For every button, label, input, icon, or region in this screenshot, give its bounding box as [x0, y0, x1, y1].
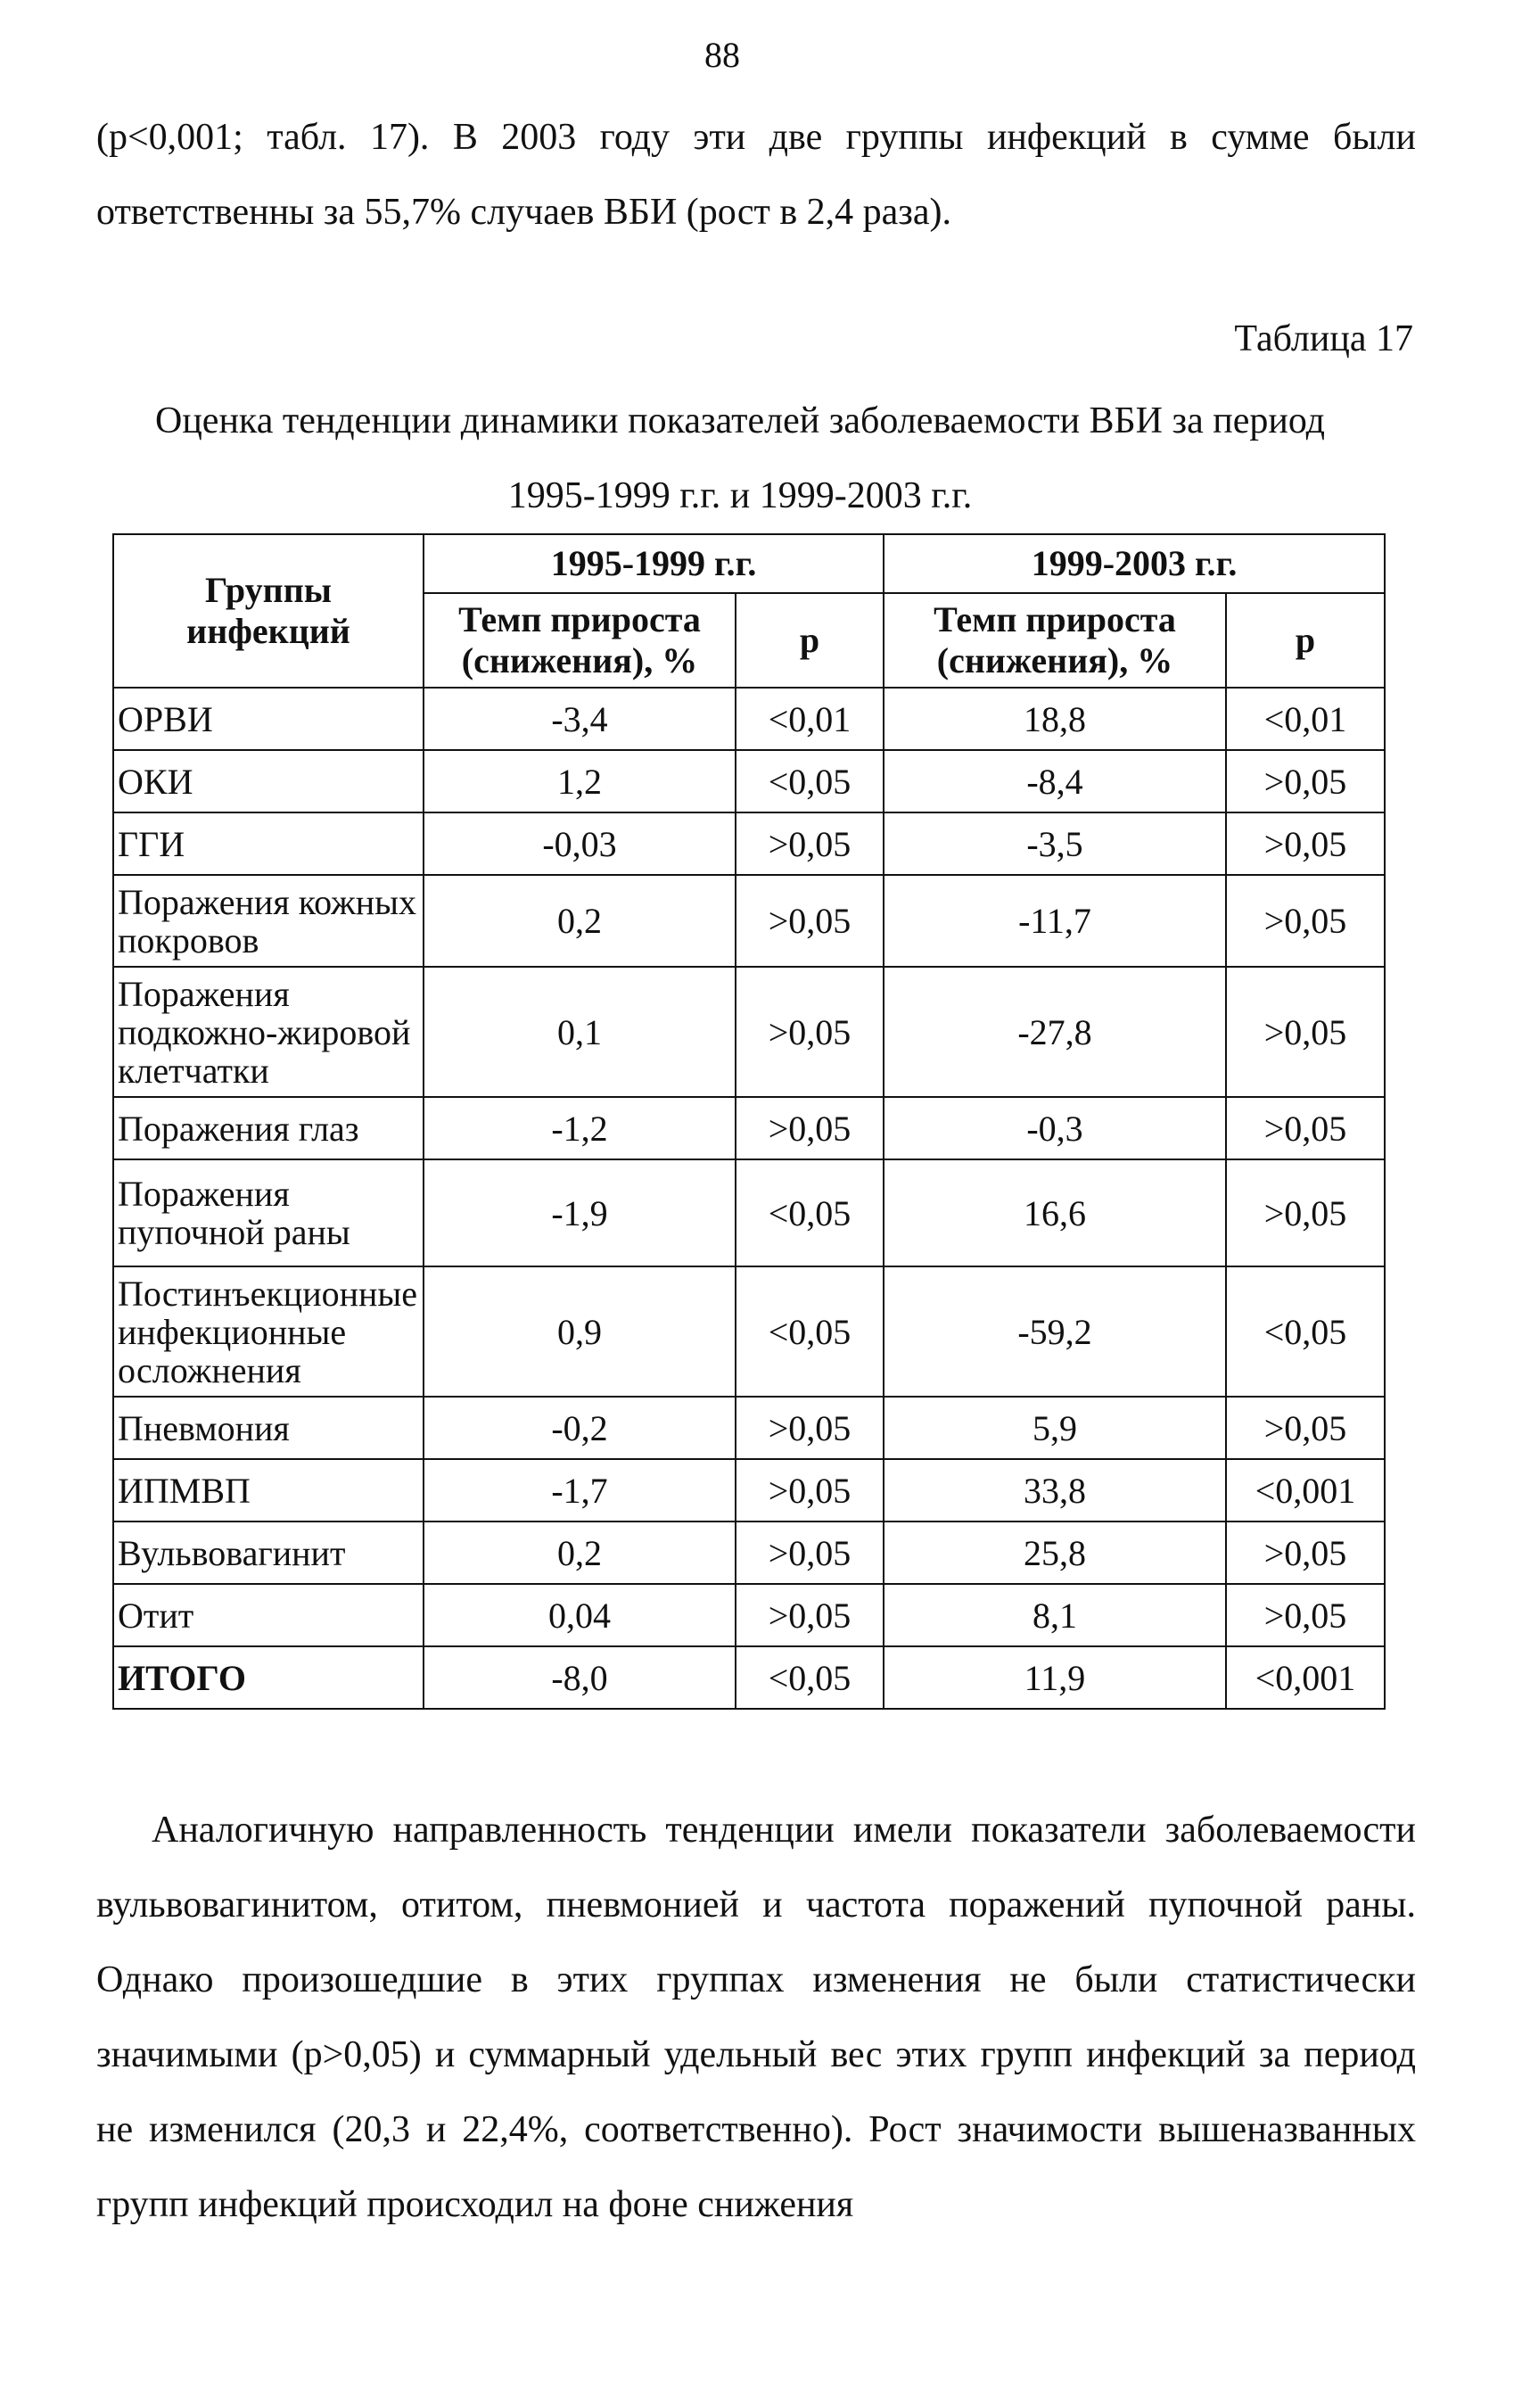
cell-rate-1: -0,03 [424, 812, 736, 875]
cell-group: Поражения кожных покровов [113, 875, 424, 967]
cell-rate-2: 33,8 [884, 1459, 1226, 1521]
cell-p-2: >0,05 [1226, 967, 1385, 1097]
table-row [113, 1521, 1385, 1584]
cell-rate-2: 16,6 [884, 1159, 1226, 1266]
table-row [113, 1266, 1385, 1397]
cell-rate-1: -1,2 [424, 1097, 736, 1159]
cell-p-2: <0,05 [1226, 1266, 1385, 1397]
cell-group: Вульвовагинит [113, 1521, 424, 1584]
paragraph-bottom: Аналогичную направленность тенденции имели показатели заболеваемости вульвовагинитом, отитом, пневмонией и частота поражений пупочной раны. Однако произошедшие в этих группах изменения не были статистически значимыми (р>0,05) и суммарный удельный вес этих групп инфекций за период не изменился (20,3 и 22,4%, соответственно). Рост значимости вышеназванных групп инфекций происходил на фоне снижения [96, 1810, 1416, 2225]
cell-p-2: >0,05 [1226, 1584, 1385, 1646]
header-period-1: 1995-1999 г.г. [424, 534, 884, 593]
table-row [113, 688, 1385, 750]
table-row-total [113, 1646, 1385, 1709]
cell-p-2: <0,001 [1226, 1459, 1385, 1521]
table-row [113, 1584, 1385, 1646]
header-p-1: р [736, 593, 884, 688]
cell-p-1: >0,05 [736, 875, 884, 967]
cell-rate-2: 8,1 [884, 1584, 1226, 1646]
cell-p-2: >0,05 [1226, 1521, 1385, 1584]
table-row [113, 812, 1385, 875]
cell-p-1: >0,05 [736, 812, 884, 875]
cell-rate-1: 0,04 [424, 1584, 736, 1646]
cell-group-total: ИТОГО [113, 1646, 424, 1709]
cell-p-2: <0,01 [1226, 688, 1385, 750]
cell-p-1: <0,01 [736, 688, 884, 750]
cell-rate-1: -3,4 [424, 688, 736, 750]
cell-group: Пневмония [113, 1397, 424, 1459]
cell-rate-2: -11,7 [884, 875, 1226, 967]
cell-rate-1: 1,2 [424, 750, 736, 812]
cell-p-2: >0,05 [1226, 1159, 1385, 1266]
page-number: 88 [704, 35, 740, 75]
cell-group: ГГИ [113, 812, 424, 875]
header-rate-2 [884, 593, 1226, 688]
cell-rate-2: -8,4 [884, 750, 1226, 812]
cell-p-1: >0,05 [736, 1521, 884, 1584]
cell-rate-1: -8,0 [424, 1646, 736, 1709]
cell-rate-1: -1,7 [424, 1459, 736, 1521]
header-p-2: р [1226, 593, 1385, 688]
cell-rate-1: -0,2 [424, 1397, 736, 1459]
cell-rate-1: 0,1 [424, 967, 736, 1097]
cell-group: Поражения подкожно-жировой клетчатки [113, 967, 424, 1097]
cell-p-1: >0,05 [736, 1397, 884, 1459]
cell-p-2: <0,001 [1226, 1646, 1385, 1709]
table-caption [89, 383, 1391, 533]
cell-group: ОКИ [113, 750, 424, 812]
cell-rate-2: -3,5 [884, 812, 1226, 875]
cell-p-1: >0,05 [736, 967, 884, 1097]
header-rate-1 [424, 593, 736, 688]
cell-rate-2: 11,9 [884, 1646, 1226, 1709]
cell-group: ОРВИ [113, 688, 424, 750]
cell-p-2: >0,05 [1226, 1397, 1385, 1459]
cell-p-1: <0,05 [736, 1266, 884, 1397]
cell-p-2: >0,05 [1226, 875, 1385, 967]
cell-group: Отит [113, 1584, 424, 1646]
cell-p-1: >0,05 [736, 1459, 884, 1521]
paragraph-top: (p<0,001; табл. 17). В 2003 году эти две группы инфекций в сумме были ответственны за 55,7% случаев ВБИ (рост в 2,4 раза). [96, 117, 1416, 233]
table-row [113, 875, 1385, 967]
header-rate-2-line-2: (снижения), % [936, 640, 1173, 680]
cell-p-2: >0,05 [1226, 812, 1385, 875]
cell-rate-1: 0,2 [424, 875, 736, 967]
cell-rate-2: 18,8 [884, 688, 1226, 750]
table-row [113, 1097, 1385, 1159]
cell-rate-2: -59,2 [884, 1266, 1226, 1397]
cell-rate-1: 0,2 [424, 1521, 736, 1584]
cell-p-1: <0,05 [736, 1646, 884, 1709]
table-row [113, 1459, 1385, 1521]
table-row [113, 1159, 1385, 1266]
header-rate-1-line-1: Темп прироста [458, 599, 701, 639]
cell-rate-2: 5,9 [884, 1397, 1226, 1459]
header-rate-2-line-1: Темп прироста [934, 599, 1176, 639]
cell-p-1: <0,05 [736, 1159, 884, 1266]
cell-rate-2: 25,8 [884, 1521, 1226, 1584]
cell-p-2: >0,05 [1226, 1097, 1385, 1159]
header-rate-1-line-2: (снижения), % [461, 640, 698, 680]
table-caption-line-1: Оценка тенденции динамики показателей заболеваемости ВБИ за период [155, 400, 1325, 441]
cell-group: ИПМВП [113, 1459, 424, 1521]
cell-rate-1: 0,9 [424, 1266, 736, 1397]
header-group: Группы инфекций [113, 534, 424, 688]
cell-p-2: >0,05 [1226, 750, 1385, 812]
table-row [113, 1397, 1385, 1459]
cell-rate-2: -0,3 [884, 1097, 1226, 1159]
cell-group: Поражения глаз [113, 1097, 424, 1159]
cell-rate-1: -1,9 [424, 1159, 736, 1266]
cell-rate-2: -27,8 [884, 967, 1226, 1097]
table-row [113, 967, 1385, 1097]
cell-p-1: >0,05 [736, 1584, 884, 1646]
cell-group: Постинъекционные инфекционные осложнения [113, 1266, 424, 1397]
cell-group: Поражения пупочной раны [113, 1159, 424, 1266]
header-period-2: 1999-2003 г.г. [884, 534, 1385, 593]
cell-p-1: >0,05 [736, 1097, 884, 1159]
cell-p-1: <0,05 [736, 750, 884, 812]
table-row [113, 750, 1385, 812]
table-label: Таблица 17 [1234, 318, 1413, 359]
table-caption-line-2: 1995-1999 г.г. и 1999-2003 г.г. [507, 475, 973, 516]
data-table [112, 533, 1386, 1710]
